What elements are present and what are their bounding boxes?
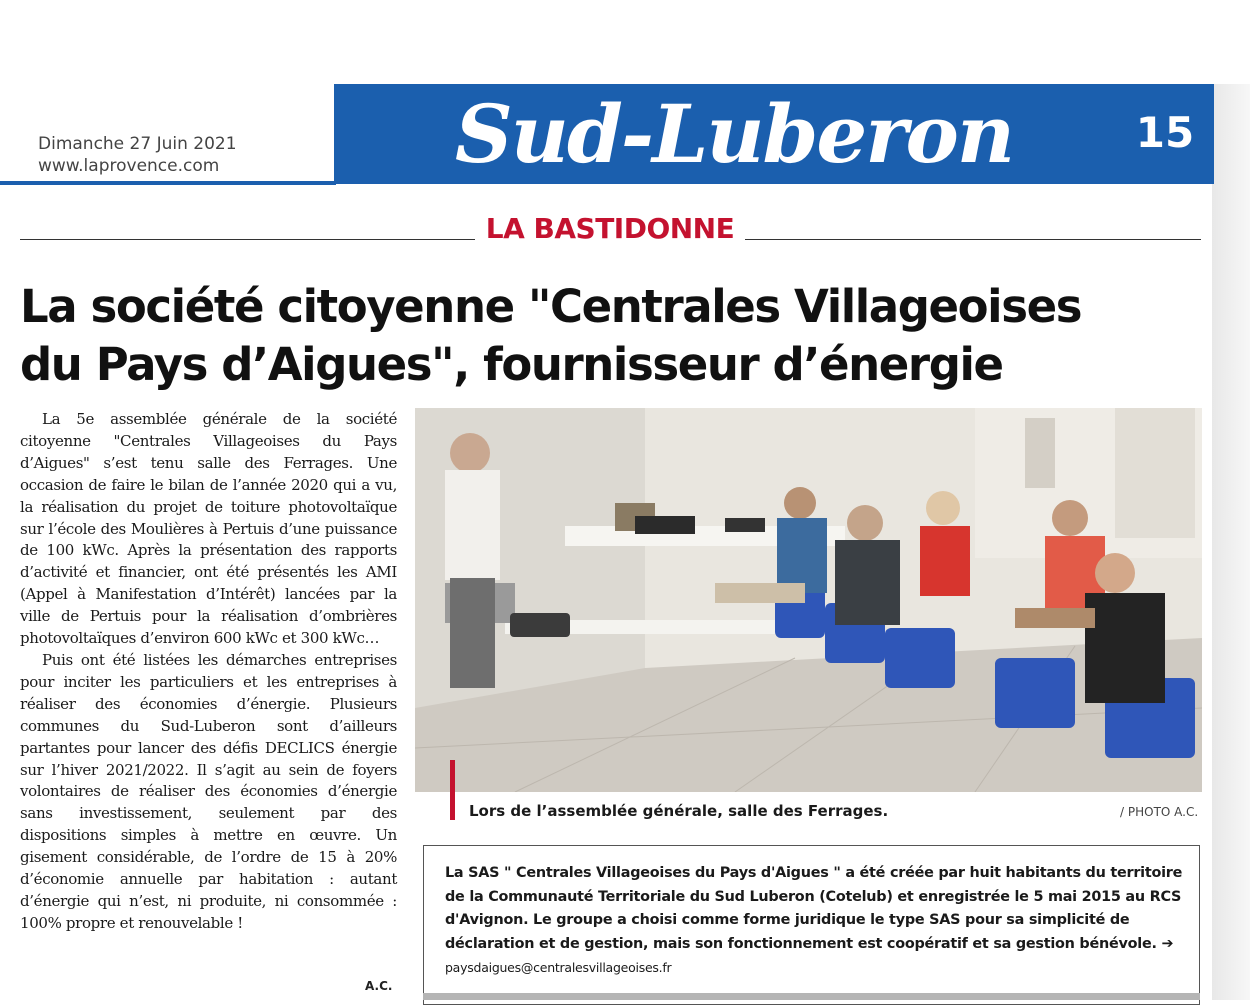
article-paragraph-1: La 5e assemblée générale de la société citoyenne "Centrales Villageoises du Pays d’Aigues" s’est tenu salle des Ferrages. Une occasion de faire le bilan de l’année 2020 qui a vu, la réalisation du projet de toiture photovoltaïque sur l’école des Moulières à Pertuis d’une puissance de 100 kWc. Après la présentation des rapports d’activité et financier, ont été présentés les AMI (Appel à Manifestation d’Intérêt) lancées par la ville de Pertuis pour la réalisation d’ombrières photovoltaïques d’environ 600 kWc et 300 kWc…	[20, 410, 397, 648]
info-box-bottom-bar	[423, 993, 1200, 1000]
photo-caption: Lors de l’assemblée générale, salle des Ferrages.	[469, 802, 889, 820]
page-number: 15	[1135, 108, 1195, 157]
meeting-room-illustration	[415, 408, 1202, 792]
website-link[interactable]: www.laprovence.com	[38, 156, 220, 176]
publication-date: Dimanche 27 Juin 2021	[38, 134, 237, 154]
article-paragraph-2: Puis ont été listées les démarches entreprises pour inciter les particuliers et les entreprises à réaliser des économies d’énergie. Plusieurs communes du Sud-Luberon sont d’ailleurs partantes pour lancer des défis DECLICS énergie sur l’hiver 2021/2022. Il s’agit au sein de foyers volontaires de réaliser des économies d’énergie sans investissement, seulement par des dispositions simples à mettre en œuvre. Un gisement considérable, de l’ordre de 15 à 20% d’économie annuelle par habitation : autant d’énergie qui n’est, ni produite, ni consommée : 100% propre et renouvelable !	[20, 650, 397, 932]
rubric-rule-right	[745, 239, 1201, 240]
section-title: Sud-Luberon	[455, 87, 1013, 181]
masthead-underline	[0, 181, 336, 185]
rubric-label: LA BASTIDONNE	[485, 212, 735, 245]
arrow-icon: ➔	[1161, 935, 1174, 952]
article-body	[20, 409, 397, 935]
article-photo	[415, 408, 1202, 792]
photo-credit: / PHOTO A.C.	[1120, 805, 1199, 819]
rubric-rule-left	[20, 239, 475, 240]
info-box-text	[445, 862, 1185, 981]
page-edge-shadow	[1212, 84, 1250, 1000]
author-signature: A.C.	[365, 979, 393, 993]
contact-email-link[interactable]: paysdaigues@centralesvillageoises.fr	[445, 960, 672, 975]
info-box-description: La SAS " Centrales Villageoises du Pays d'Aigues " a été créée par huit habitants du territoire de la Communauté Territoriale du Sud Luberon (Cotelub) et enregistrée le 5 mai 2015 au RCS d'Avignon. Le groupe a choisi comme forme juridique le type SAS pour sa simplicité de déclaration et de gestion, mais son fonctionnement est coopératif et sa gestion bénévole.	[445, 865, 1183, 952]
headline-line-2: du Pays d’Aigues", fournisseur d’énergie	[20, 338, 1003, 391]
caption-marker	[450, 760, 455, 820]
headline-line-1: La société citoyenne "Centrales Villageoises	[20, 280, 1082, 333]
article-headline	[20, 278, 1210, 394]
